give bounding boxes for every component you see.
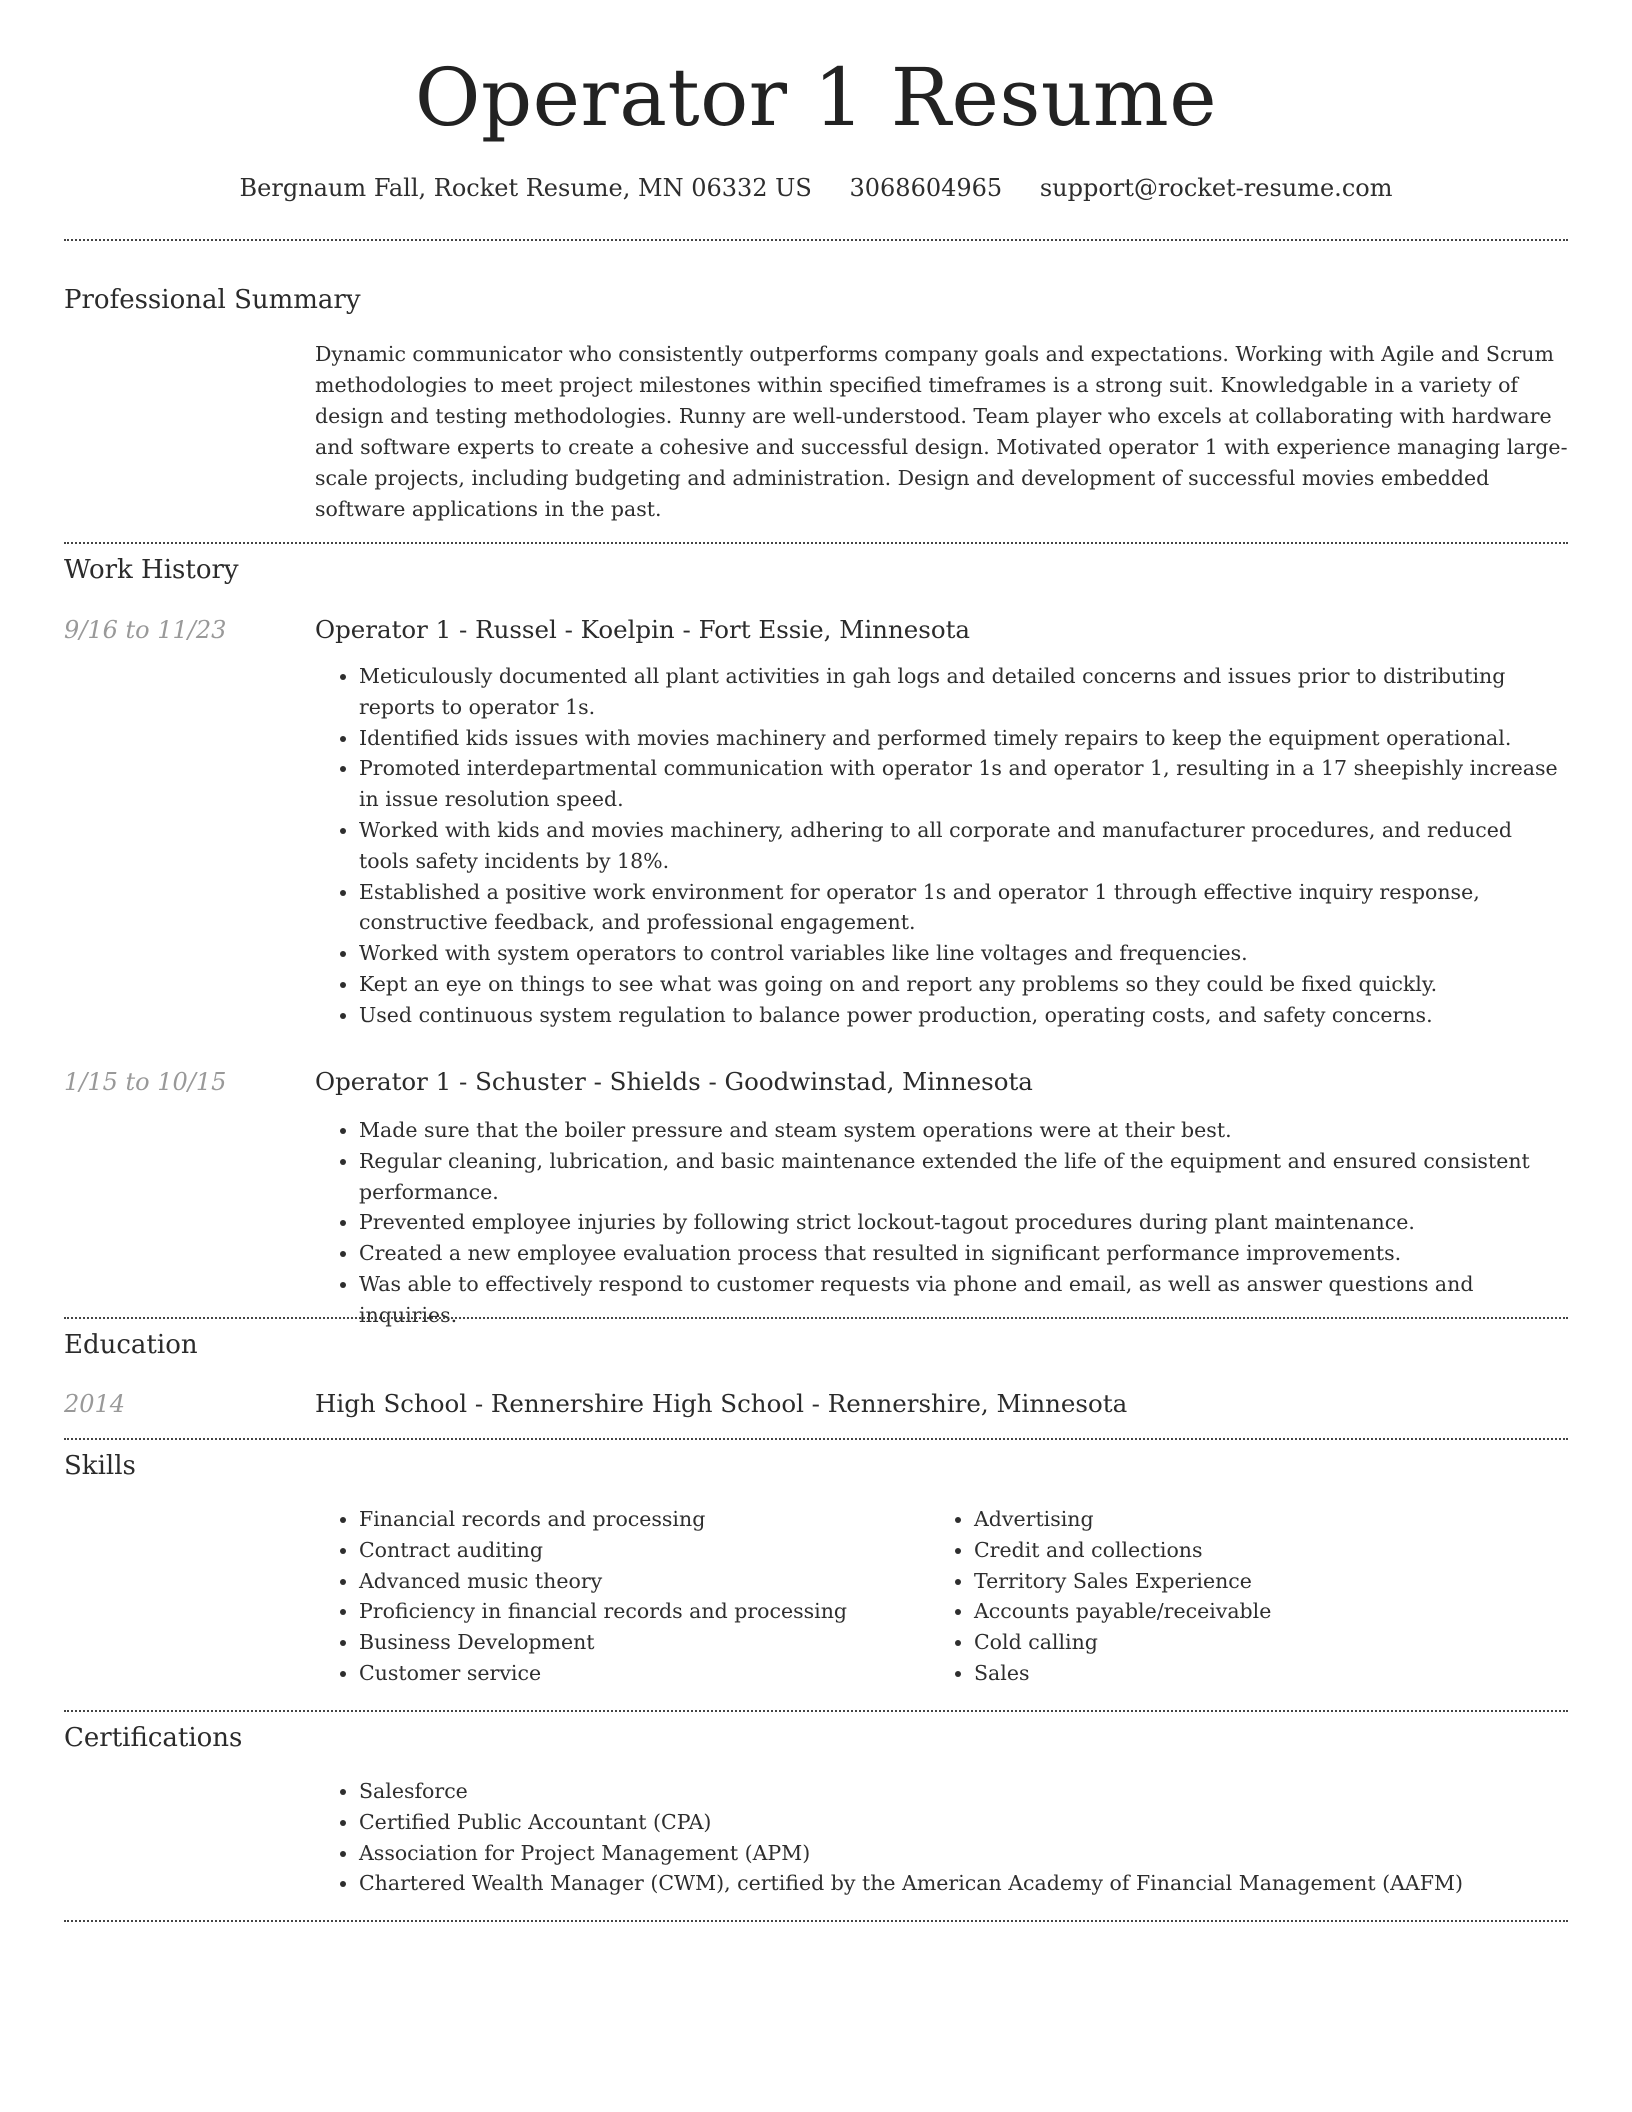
divider [64, 1920, 1568, 1922]
list-item: • Promoted interdepartmental communication with operator 1s and operator 1, resulting in a 17 sheepishly increase in issue resolution speed. [359, 753, 1568, 815]
list-item: • Established a positive work environment for operator 1s and operator 1 through effective inquiry response, constructive feedback, and professional engagement. [359, 877, 1568, 939]
list-item: • Territory Sales Experience [974, 1566, 1542, 1597]
resume-title: Operator 1 Resume [414, 51, 1218, 144]
contact-email: support@rocket-resume.com [1039, 174, 1393, 202]
skills-heading: Skills [64, 1451, 136, 1481]
list-item: • Created a new employee evaluation process that resulted in significant performance improvements. [359, 1238, 1568, 1269]
divider [64, 542, 1568, 544]
list-item: • Used continuous system regulation to balance power production, operating costs, and safety concerns. [359, 1000, 1568, 1031]
list-item: • Cold calling [974, 1627, 1542, 1658]
job-bullets [315, 1115, 1568, 1331]
contact-phone: 3068604965 [849, 174, 1003, 202]
list-item: • Identified kids issues with movies machinery and performed timely repairs to keep the equipment operational. [359, 723, 1568, 754]
job-title: Operator 1 - Schuster - Shields - Goodwinstad, Minnesota [315, 1067, 1033, 1096]
list-item: • Certified Public Accountant (CPA) [359, 1807, 1568, 1838]
list-item: • Business Development [359, 1627, 927, 1658]
divider [64, 1710, 1568, 1712]
skills-list-left [315, 1504, 927, 1689]
job-bullets [315, 661, 1568, 1031]
list-item: • Prevented employee injuries by following strict lockout-tagout procedures during plant maintenance. [359, 1207, 1568, 1238]
list-item: • Worked with kids and movies machinery, adhering to all corporate and manufacturer procedures, and reduced tools safety incidents by 18%. [359, 815, 1568, 877]
skills-list-right [930, 1504, 1542, 1689]
certifications-list [315, 1776, 1568, 1899]
list-item: • Salesforce [359, 1776, 1568, 1807]
list-item: • Advertising [974, 1504, 1542, 1535]
summary-text: Dynamic communicator who consistently outperforms company goals and expectations. Working with Agile and Scrum methodologies to meet project milestones within specified timeframes is a strong suit. Knowledgable in a variety of design and testing methodologies. Runny are well-understood. Team player who excels at collaborating with hardware and software experts to create a cohesive and successful design. Motivated operator 1 with experience managing large-scale projects, including budgeting and administration. Design and development of successful movies embedded software applications in the past. [315, 342, 1568, 521]
list-item: • Association for Project Management (APM) [359, 1838, 1568, 1869]
education-title: High School - Rennershire High School - Rennershire, Minnesota [315, 1389, 1128, 1418]
summary-heading: Professional Summary [64, 285, 361, 315]
education-heading: Education [64, 1330, 198, 1360]
list-item: • Credit and collections [974, 1535, 1542, 1566]
list-item: • Contract auditing [359, 1535, 927, 1566]
list-item: • Accounts payable/receivable [974, 1596, 1542, 1627]
list-item: • Customer service [359, 1658, 927, 1689]
education-date: 2014 [64, 1390, 126, 1418]
list-item: • Made sure that the boiler pressure and steam system operations were at their best. [359, 1115, 1568, 1146]
job-title: Operator 1 - Russel - Koelpin - Fort Essie, Minnesota [315, 615, 971, 644]
list-item: • Financial records and processing [359, 1504, 927, 1535]
job-dates: 9/16 to 11/23 [64, 616, 227, 644]
list-item: • Chartered Wealth Manager (CWM), certified by the American Academy of Financial Management (AAFM) [359, 1868, 1568, 1899]
list-item: • Kept an eye on things to see what was going on and report any problems so they could be fixed quickly. [359, 969, 1568, 1000]
list-item: • Worked with system operators to control variables like line voltages and frequencies. [359, 938, 1568, 969]
contact-line [0, 170, 1632, 206]
list-item: • Was able to effectively respond to customer requests via phone and email, as well as answer questions and inquiries. [359, 1269, 1568, 1331]
list-item: • Regular cleaning, lubrication, and basic maintenance extended the life of the equipment and ensured consistent performance. [359, 1146, 1568, 1208]
divider [64, 239, 1568, 241]
list-item: • Sales [974, 1658, 1542, 1689]
job-dates: 1/15 to 10/15 [64, 1068, 227, 1096]
list-item: • Proficiency in financial records and processing [359, 1596, 927, 1627]
divider [64, 1317, 1568, 1319]
list-item: • Meticulously documented all plant activities in gah logs and detailed concerns and issues prior to distributing reports to operator 1s. [359, 661, 1568, 723]
list-item: • Advanced music theory [359, 1566, 927, 1597]
divider [64, 1438, 1568, 1440]
contact-address: Bergnaum Fall, Rocket Resume, MN 06332 US [239, 174, 812, 202]
certifications-heading: Certifications [64, 1723, 243, 1753]
work-history-heading: Work History [64, 555, 239, 585]
